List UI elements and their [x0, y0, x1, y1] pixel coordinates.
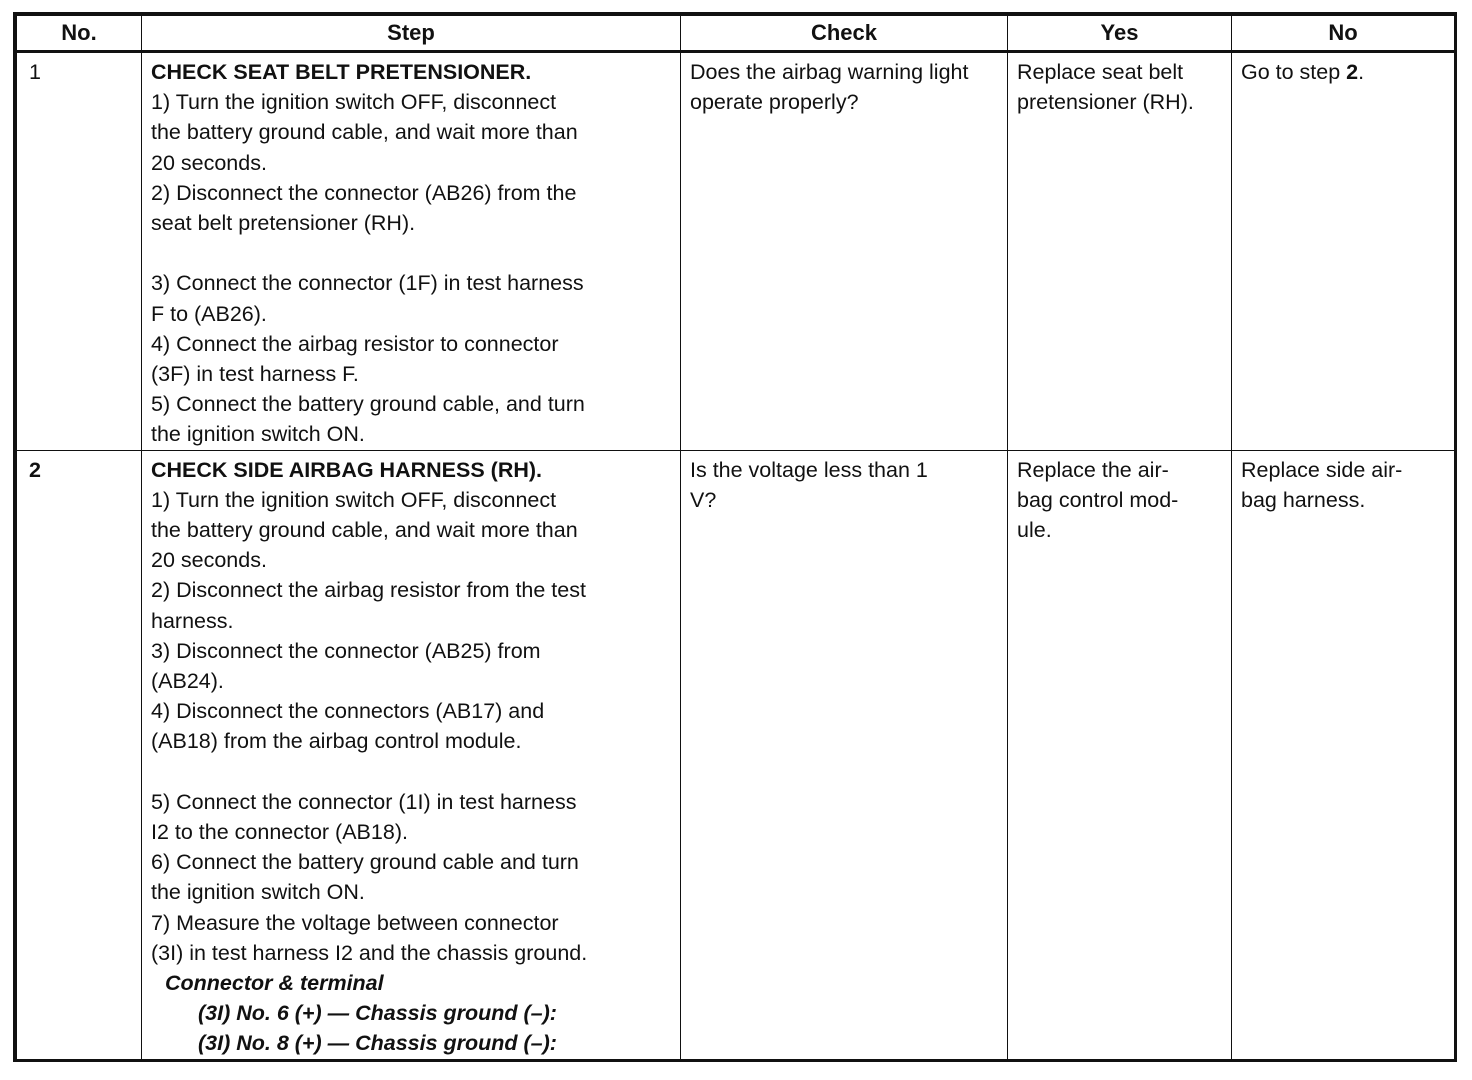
- check-cell: [681, 450, 1008, 1059]
- header-yes: Yes: [1008, 16, 1232, 52]
- check-line: V?: [690, 487, 717, 512]
- no-result-cell: [1232, 52, 1455, 451]
- header-step: Step: [142, 16, 681, 52]
- yes-line: bag control mod-: [1017, 487, 1179, 512]
- step-line: 5) Connect the battery ground cable, and turn: [151, 392, 585, 417]
- no-result-suffix: .: [1358, 60, 1365, 84]
- step-line: seat belt pretensioner (RH).: [151, 211, 416, 236]
- step-line: 5) Connect the connector (1I) in test harness: [151, 789, 577, 814]
- step-line: 2) Disconnect the connector (AB26) from the: [151, 180, 577, 205]
- spec-line: (3I) No. 6 (+) — Chassis ground (–):: [198, 1001, 557, 1026]
- step-line: 3) Disconnect the connector (AB25) from: [151, 638, 541, 663]
- diagnostic-procedure-table: [16, 15, 1455, 1060]
- table-row: [17, 52, 1455, 451]
- step-line: 2) Disconnect the airbag resistor from the test: [151, 578, 586, 603]
- no-result-cell: [1232, 450, 1455, 1059]
- no-result-prefix: Go to step: [1241, 60, 1347, 84]
- line-gap: [151, 238, 672, 268]
- step-line: the battery ground cable, and wait more than: [151, 518, 578, 543]
- line-gap: [151, 757, 672, 787]
- step-number: 1: [17, 52, 142, 451]
- step-line: (3F) in test harness F.: [151, 362, 359, 387]
- spec-heading: Connector & terminal: [165, 971, 384, 996]
- step-line: 20 seconds.: [151, 150, 267, 175]
- step-number: [17, 450, 142, 1059]
- step-cell: [142, 450, 681, 1059]
- step-title: CHECK SEAT BELT PRETENSIONER.: [151, 60, 532, 84]
- step-line: 1) Turn the ignition switch OFF, disconnect: [151, 90, 557, 115]
- table-row: [17, 450, 1455, 1059]
- header-row: [17, 16, 1455, 52]
- step-line: 3) Connect the connector (1F) in test harness: [151, 271, 584, 296]
- check-cell: Does the airbag warning light operate properly?: [681, 52, 1008, 451]
- diagnostic-table-wrapper: [13, 12, 1457, 1062]
- step-line: the battery ground cable, and wait more than: [151, 120, 578, 145]
- step-line: harness.: [151, 608, 234, 633]
- step-line: I2 to the connector (AB18).: [151, 820, 408, 845]
- header-no: No.: [17, 16, 142, 52]
- step-line: F to (AB26).: [151, 301, 267, 326]
- yes-cell: [1008, 450, 1232, 1059]
- step-line: 6) Connect the battery ground cable and turn: [151, 850, 579, 875]
- step-title: CHECK SIDE AIRBAG HARNESS (RH).: [151, 457, 542, 482]
- step-line: 20 seconds.: [151, 548, 267, 573]
- no-result-line: Replace side air-: [1241, 457, 1403, 482]
- no-result-step: 2: [1346, 60, 1359, 84]
- step-line: 4) Disconnect the connectors (AB17) and: [151, 699, 545, 724]
- step-line: (AB18) from the airbag control module.: [151, 729, 522, 754]
- spec-line: (3I) No. 8 (+) — Chassis ground (–):: [198, 1031, 557, 1056]
- yes-line: Replace the air-: [1017, 457, 1169, 482]
- header-no-result: No: [1232, 16, 1455, 52]
- step-line: (AB24).: [151, 669, 224, 694]
- step-line: 1) Turn the ignition switch OFF, disconnect: [151, 487, 557, 512]
- step-line: (3I) in test harness I2 and the chassis ground.: [151, 940, 588, 965]
- check-line: Is the voltage less than 1: [690, 457, 928, 482]
- step-line: the ignition switch ON.: [151, 880, 365, 905]
- step-number-value: 2: [29, 457, 41, 482]
- step-cell: [142, 52, 681, 451]
- step-line: 7) Measure the voltage between connector: [151, 910, 559, 935]
- yes-line: ule.: [1017, 518, 1052, 543]
- no-result-line: bag harness.: [1241, 487, 1366, 512]
- yes-cell: Replace seat belt pretensioner (RH).: [1008, 52, 1232, 451]
- step-line: 4) Connect the airbag resistor to connector: [151, 331, 559, 356]
- step-line: the ignition switch ON.: [151, 422, 365, 447]
- header-check: Check: [681, 16, 1008, 52]
